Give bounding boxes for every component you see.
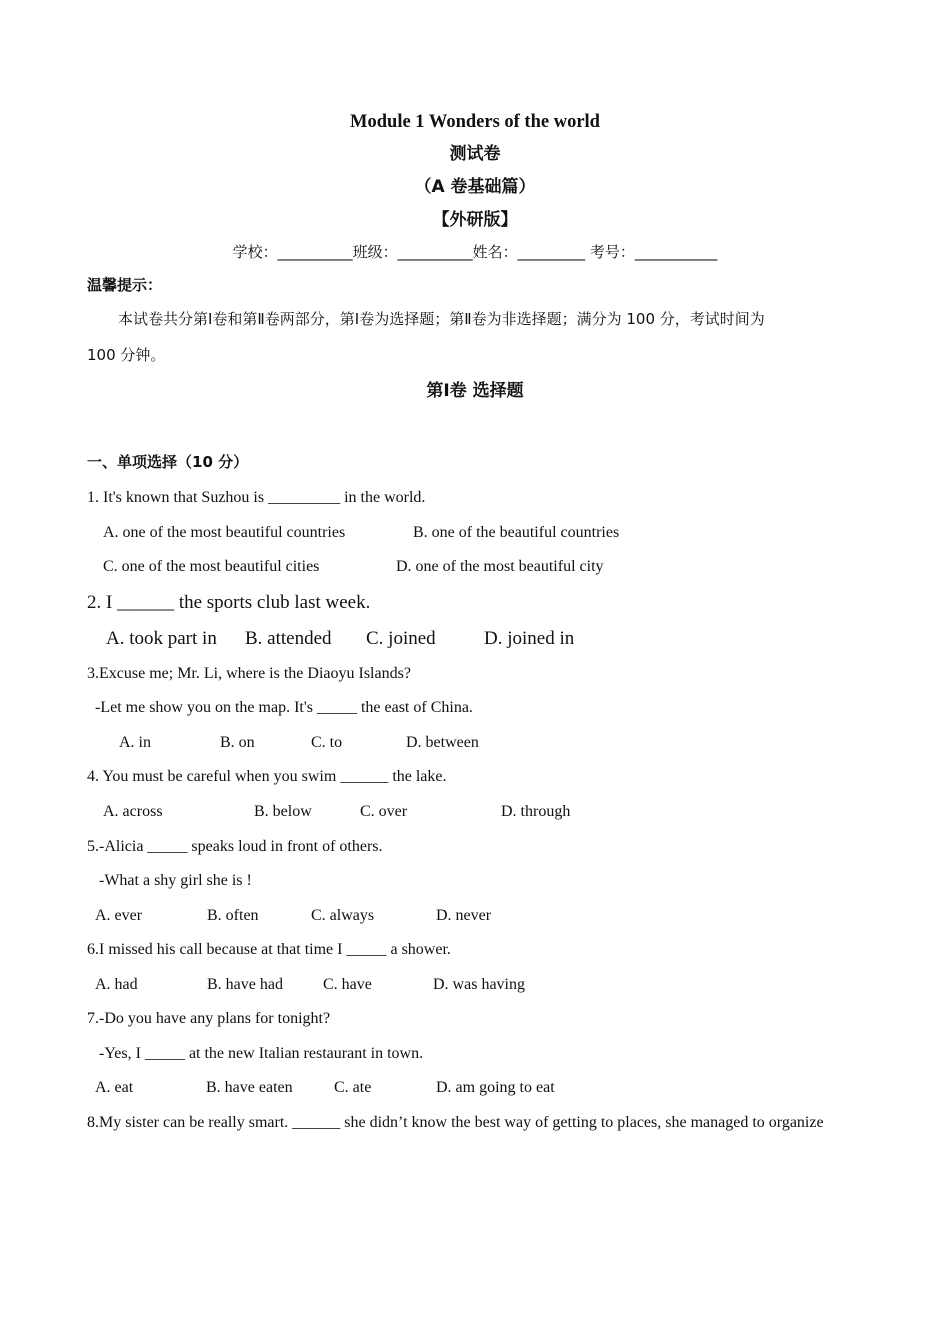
question-5-stem: 5.-Alicia _____ speaks loud in front of others.: [87, 838, 383, 855]
page-subtitle: 测试卷: [449, 144, 501, 164]
page-title: Module 1 Wonders of the world: [350, 112, 600, 132]
question-7-option-c: C. ate: [334, 1079, 372, 1096]
question-6-option-a: A. had: [95, 976, 138, 993]
question-3-option-c: C. to: [311, 734, 343, 751]
question-6-option-d: D. was having: [433, 976, 525, 993]
question-7-stem: 7.-Do you have any plans for tonight?: [87, 1010, 331, 1027]
question-5-option-d: D. never: [436, 907, 492, 924]
question-2-option-b: B. attended: [245, 628, 332, 649]
student-info-line: 学校：__________班级：__________姓名：_________ 考号：___________: [232, 243, 718, 261]
question-4-option-b: B. below: [254, 803, 312, 820]
question-3-stem-response: -Let me show you on the map. It's _____ the east of China.: [95, 699, 473, 716]
question-2-option-d: D. joined in: [484, 628, 575, 649]
paper-level: （A 卷基础篇）: [414, 177, 536, 197]
tips-text-line2: 100 分钟。: [87, 346, 166, 364]
edition-label: 【外研版】: [432, 210, 518, 230]
question-7-option-a: A. eat: [95, 1079, 134, 1096]
question-1-option-a: A. one of the most beautiful countries: [103, 524, 346, 541]
question-1-stem: 1. It's known that Suzhou is _________ in the world.: [87, 489, 426, 506]
question-4-option-a: A. across: [103, 803, 163, 820]
question-2-stem: 2. I ______ the sports club last week.: [87, 592, 371, 613]
question-3-option-d: D. between: [406, 734, 479, 751]
question-7-option-d: D. am going to eat: [436, 1079, 555, 1096]
question-4-option-d: D. through: [501, 803, 571, 820]
question-7-stem-response: -Yes, I _____ at the new Italian restaurant in town.: [99, 1045, 424, 1062]
question-5-stem-response: -What a shy girl she is !: [99, 872, 252, 889]
question-5-option-c: C. always: [311, 907, 375, 924]
question-1-option-c: C. one of the most beautiful cities: [103, 558, 320, 575]
tips-heading: 温馨提示：: [87, 276, 163, 294]
question-5-option-a: A. ever: [95, 907, 143, 924]
question-6-option-b: B. have had: [207, 976, 283, 993]
question-3-option-a: A. in: [119, 734, 151, 751]
question-4-stem: 4. You must be careful when you swim ______ the lake.: [87, 768, 447, 785]
question-7-option-b: B. have eaten: [206, 1079, 293, 1096]
question-3-option-b: B. on: [220, 734, 255, 751]
question-6-option-c: C. have: [323, 976, 372, 993]
question-1-option-b: B. one of the beautiful countries: [413, 524, 620, 541]
question-2-option-c: C. joined: [366, 628, 436, 649]
question-3-stem: 3.Excuse me; Mr. Li, where is the Diaoyu Islands?: [87, 665, 411, 682]
question-4-option-c: C. over: [360, 803, 408, 820]
question-2-option-a: A. took part in: [106, 628, 217, 649]
question-6-stem: 6.I missed his call because at that time I _____ a shower.: [87, 941, 451, 958]
tips-text-line1: 本试卷共分第Ⅰ卷和第Ⅱ卷两部分，第Ⅰ卷为选择题；第Ⅱ卷为非选择题；满分为 100 分，考试时间为: [118, 310, 765, 328]
part1-title: 第Ⅰ卷 选择题: [426, 381, 524, 401]
question-8-stem: 8.My sister can be really smart. ______ she didn’t know the best way of getting to places, she managed to organize: [87, 1114, 824, 1131]
question-5-option-b: B. often: [207, 907, 259, 924]
section1-title: 一、单项选择（10 分）: [87, 453, 249, 471]
question-1-option-d: D. one of the most beautiful city: [396, 558, 604, 575]
